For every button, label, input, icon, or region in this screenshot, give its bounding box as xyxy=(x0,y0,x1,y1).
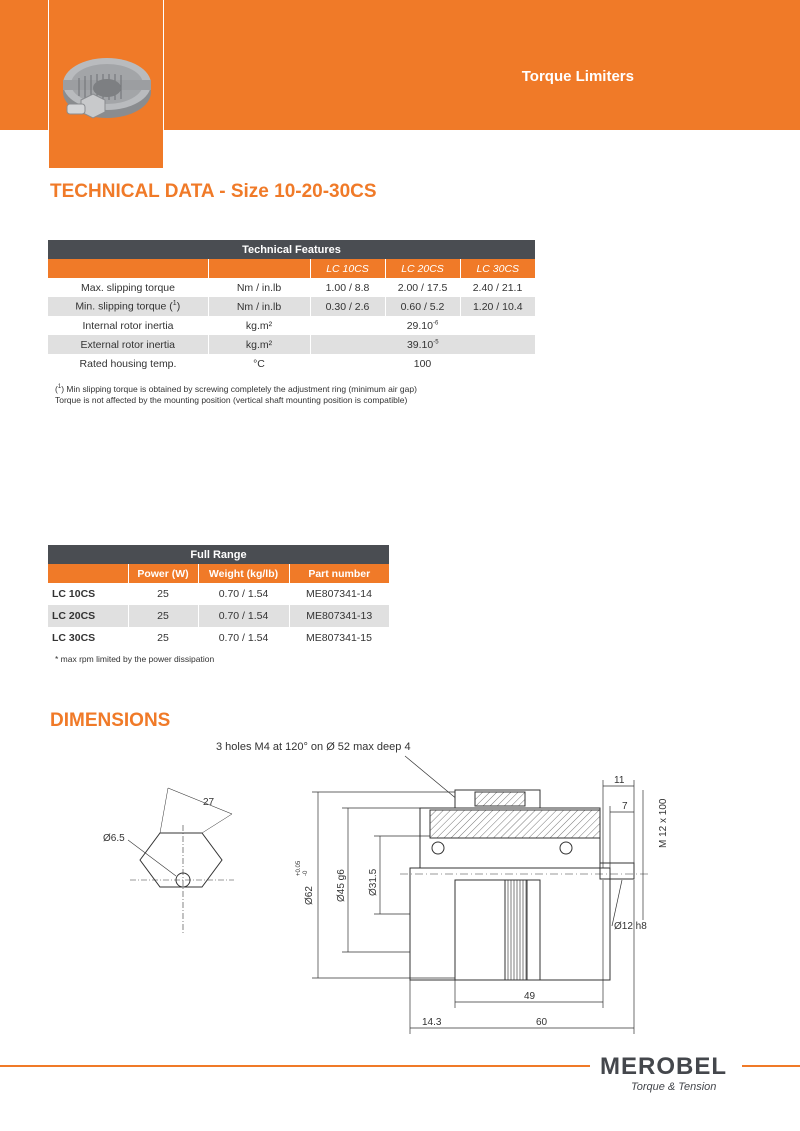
table-row xyxy=(48,278,535,297)
logo-tagline: Torque & Tension xyxy=(631,1081,717,1093)
dim-49: 49 xyxy=(524,991,536,1002)
cell: 0.70 / 1.54 xyxy=(218,588,269,600)
row-label: Internal rotor inertia xyxy=(82,319,174,332)
model-header: LC 30CS xyxy=(460,259,535,278)
footer-divider xyxy=(742,1065,800,1067)
range-note: * max rpm limited by the power dissipation xyxy=(55,654,215,664)
table-row xyxy=(48,297,535,316)
cell: 25 xyxy=(157,588,169,600)
technical-features-table xyxy=(48,240,535,373)
dimensions-title: DIMENSIONS xyxy=(50,710,171,731)
dim-thread: M 12 x 100 xyxy=(658,798,669,848)
model-cell: LC 20CS xyxy=(48,605,128,627)
dim-hex-bore: Ø6.5 xyxy=(103,833,125,844)
dim-hex-width: 27 xyxy=(203,797,215,808)
hex-end-view xyxy=(128,788,234,935)
row-unit: Nm / in.lb xyxy=(236,281,282,294)
table-row xyxy=(48,335,535,354)
footer-divider xyxy=(0,1065,590,1067)
dim-shaft-dia: Ø12 h8 xyxy=(614,921,647,932)
merged-cell: $29.10^{-6}$ xyxy=(406,319,439,332)
column-header: Part number xyxy=(289,564,389,583)
model-header: LC 20CS xyxy=(385,259,460,278)
holes-note: 3 holes M4 at 120° on Ø 52 max deep 4 xyxy=(216,741,411,753)
technical-data-title: TECHNICAL DATA - Size 10-20-30CS xyxy=(50,181,377,202)
dim-inner-dia: Ø31.5 xyxy=(368,868,379,896)
cell: 1.20 / 10.4 xyxy=(460,297,535,316)
merobel-logo: MEROBEL xyxy=(600,1053,727,1080)
model-cell: LC 10CS xyxy=(52,588,96,600)
cell: 2.00 / 17.5 xyxy=(397,281,448,294)
row-label: Min. slipping torque ($^1$) xyxy=(48,297,208,316)
cell: 25 xyxy=(128,605,198,627)
cell: ME807341-14 xyxy=(306,588,372,600)
row-unit: kg.m² xyxy=(245,319,273,332)
dimension-drawing xyxy=(0,730,800,1040)
cell: 2.40 / 21.1 xyxy=(472,281,523,294)
row-label: Max. slipping torque xyxy=(81,281,175,294)
cell: 0.70 / 1.54 xyxy=(198,605,289,627)
section-view xyxy=(400,790,650,980)
cell: 0.60 / 5.2 xyxy=(385,297,460,316)
column-header: Power (W) xyxy=(128,564,198,583)
dim-outer-tol-up: +0.05 xyxy=(296,860,302,876)
cell: 25 xyxy=(157,632,169,644)
torque-limiter-product-image xyxy=(49,0,165,168)
product-image-tile xyxy=(48,0,164,168)
row-label: Rated housing temp. xyxy=(79,357,177,370)
dim-14-3: 14.3 xyxy=(422,1017,442,1028)
table-row xyxy=(48,316,535,335)
table-row xyxy=(48,583,389,605)
category-title: Torque Limiters xyxy=(521,68,634,85)
table-row xyxy=(48,627,389,649)
cell: 0.30 / 2.6 xyxy=(310,297,385,316)
table-row xyxy=(48,354,535,373)
table-title: Full Range xyxy=(48,545,389,564)
dim-60: 60 xyxy=(536,1017,548,1028)
table-row xyxy=(48,605,389,627)
note-line: Torque is not affected by the mounting position (vertical shaft mounting position is compatible) xyxy=(55,394,408,405)
technical-notes xyxy=(55,382,417,406)
model-header: LC 10CS xyxy=(310,259,385,278)
cell: 0.70 / 1.54 xyxy=(218,632,269,644)
table-title: Technical Features xyxy=(48,240,535,259)
dim-body-dia: Ø45 g6 xyxy=(336,869,347,902)
row-unit: °C xyxy=(253,357,265,370)
note-line: ($^1$) Min slipping torque is obtained by screwing completely the adjustment ring (minimum air gap) xyxy=(55,383,417,394)
dim-outer-dia: Ø62 xyxy=(304,886,315,905)
dim-outer-tol-low: -0 xyxy=(303,870,309,876)
row-unit: Nm / in.lb xyxy=(208,297,310,316)
model-cell: LC 30CS xyxy=(52,632,96,644)
dim-11: 11 xyxy=(614,775,625,786)
dim-7: 7 xyxy=(622,801,628,812)
merged-cell: 100 xyxy=(413,357,432,370)
cell: 1.00 / 8.8 xyxy=(325,281,370,294)
column-header: Weight (kg/lb) xyxy=(198,564,289,583)
full-range-table xyxy=(48,545,389,649)
cell: ME807341-13 xyxy=(289,605,389,627)
row-label: External rotor inertia xyxy=(48,335,208,354)
cell: ME807341-15 xyxy=(306,632,372,644)
row-unit: kg.m² xyxy=(208,335,310,354)
merged-cell: $39.10^{-5}$ xyxy=(310,335,535,354)
